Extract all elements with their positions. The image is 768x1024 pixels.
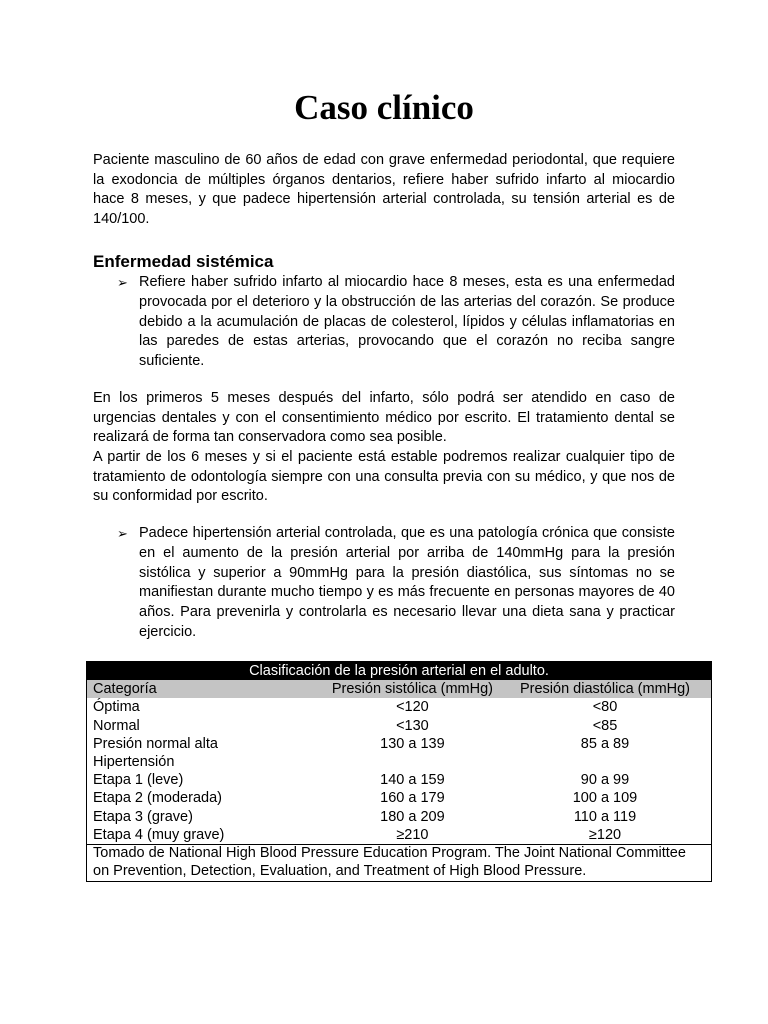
cell-diastolic: ≥120 [588, 826, 622, 843]
cell-diastolic: 110 a 119 [573, 808, 637, 825]
bullet-text: Refiere haber sufrido infarto al miocardio hace 8 meses, esta es una enfermedad provocada por el deterioro y la obstrucción de las arterias del corazón. Se produce debido a la acumulación de placas de colesterol, lípidos y células inflamatorias en las paredes de estas arterias, provocando que el corazón no reciba sangre suficiente. [139, 274, 675, 370]
cell-systolic: 160 a 179 [380, 790, 445, 807]
bullet-hipertension [117, 524, 675, 643]
cell-diastolic [499, 753, 712, 771]
header-diastolica: Presión diastólica (mmHg) [499, 680, 712, 698]
table-row [87, 808, 712, 826]
cell-category: Etapa 1 (leve) [93, 772, 184, 789]
table-row [87, 698, 712, 716]
cell-category: Normal [93, 717, 140, 734]
table-row [87, 771, 712, 789]
cell-diastolic: <85 [592, 717, 618, 734]
table-row [87, 735, 712, 753]
cell-category: Óptima [93, 699, 140, 716]
cell-category: Etapa 2 (moderada) [93, 790, 222, 807]
paragraph-tratamiento: A partir de los 6 meses y si el paciente está estable podremos realizar cualquier tipo de tratamiento de odontología siempre con una consulta previa con su médico, y que nos de su conformidad por escrito. [93, 449, 675, 504]
cell-systolic: ≥210 [396, 826, 429, 843]
cell-diastolic: 85 a 89 [580, 735, 630, 752]
table-row [87, 826, 712, 845]
cell-diastolic: 100 a 109 [572, 790, 638, 807]
page-title: Caso clínico [294, 88, 474, 127]
paragraph-urgencias: En los primeros 5 meses después del infarto, sólo podrá ser atendido en caso de urgencias dentales y con el consentimiento médico por escrito. El tratamiento dental se realizará de forma tan conservadora como sea posible. [93, 390, 675, 445]
cell-systolic [326, 753, 499, 771]
bullet-text: Padece hipertensión arterial controlada, que es una patología crónica que consiste en el aumento de la presión arterial por arriba de 140mmHg para la presión sistólica y superior a 90mmHg para la presión diastólica, sus síntomas no se manifiestan durante mucho tiempo y es más frecuente en personas mayores de 40 años. Para prevenirla y controlarla es necesario llevar una dieta sana y practicar ejercicio. [139, 525, 675, 640]
table-row [87, 753, 712, 771]
table-caption: Clasificación de la presión arterial en el adulto. [87, 662, 712, 681]
cell-category: Presión normal alta [93, 735, 218, 752]
cell-systolic: <130 [396, 717, 429, 734]
cell-category: Hipertensión [93, 754, 175, 771]
arrow-bullet-icon: ➢ [117, 526, 128, 541]
intro-paragraph: Paciente masculino de 60 años de edad con grave enfermedad periodontal, que requiere la exodoncia de múltiples órganos dentarios, refiere haber sufrido infarto al miocardio hace 8 meses, y que padece hipertensión arterial controlada, su tensión arterial es de 140/100. [93, 152, 675, 227]
cell-systolic: 140 a 159 [380, 772, 445, 789]
bullet-infarto [117, 273, 675, 372]
section-heading: Enfermedad sistémica [93, 252, 274, 271]
blood-pressure-table [86, 661, 712, 882]
table-row [87, 717, 712, 735]
cell-systolic: 180 a 209 [380, 808, 445, 825]
cell-systolic: <120 [396, 699, 429, 716]
cell-diastolic: 90 a 99 [580, 772, 630, 789]
table-header-row [87, 680, 712, 698]
cell-systolic: 130 a 139 [380, 735, 445, 752]
cell-category: Etapa 3 (grave) [93, 808, 193, 825]
arrow-bullet-icon: ➢ [117, 275, 128, 290]
header-sistolica: Presión sistólica (mmHg) [326, 680, 499, 698]
table-source-note: Tomado de National High Blood Pressure Education Program. The Joint National Committee on Prevention, Detection, Evaluation, and Treatment of High Blood Pressure. [87, 845, 712, 882]
cell-category: Etapa 4 (muy grave) [93, 826, 225, 843]
table-row [87, 789, 712, 807]
header-categoria: Categoría [87, 680, 326, 698]
cell-diastolic: <80 [592, 699, 618, 716]
